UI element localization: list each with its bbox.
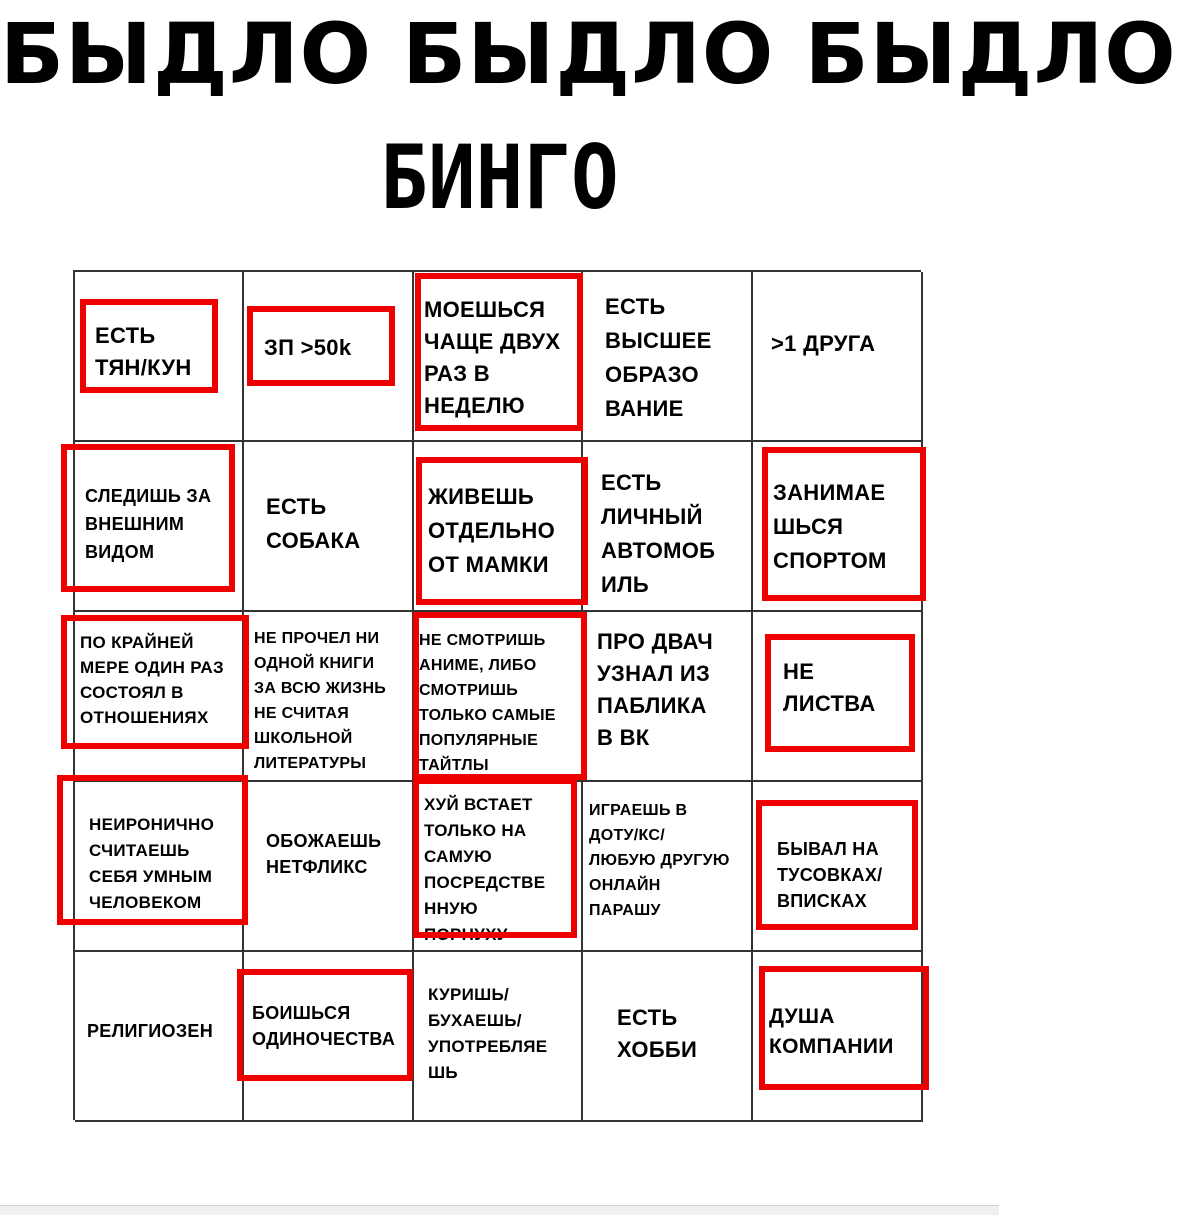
title-line-2: БИНГО xyxy=(380,126,619,229)
bingo-cell-text: ЕСТЬ ЛИЧНЫЙ АВТОМОБ ИЛЬ xyxy=(601,470,716,597)
red-mark-box xyxy=(756,800,918,930)
red-mark-box xyxy=(61,615,249,749)
bingo-cell-text: ПО КРАЙНЕЙ МЕРЕ ОДИН РАЗ СОСТОЯЛ В ОТНОШЕНИЯХ xyxy=(80,633,224,727)
bingo-cell-text: ЗАНИМАЕ ШЬСЯ СПОРТОМ xyxy=(773,480,887,573)
bingo-cell-text: ЕСТЬ ТЯН/КУН xyxy=(95,323,192,380)
bingo-cell-text: НЕ СМОТРИШЬ АНИМЕ, ЛИБО СМОТРИШЬ ТОЛЬКО САМЫЕ ПОПУЛЯРНЫЕ ТАЙТЛЫ xyxy=(419,632,556,774)
red-mark-box xyxy=(416,457,588,605)
bingo-cell-text: МОЕШЬСЯ ЧАЩЕ ДВУХ РАЗ В НЕДЕЛЮ xyxy=(424,297,561,418)
bingo-cell xyxy=(583,442,753,612)
bingo-cell-text: ИГРАЕШЬ В ДОТУ/КС/ ЛЮБУЮ ДРУГУЮ ОНЛАЙН ПАРАШУ xyxy=(589,802,730,919)
red-mark-box xyxy=(247,306,395,386)
bingo-cell xyxy=(583,782,753,952)
red-mark-box xyxy=(762,447,926,601)
bingo-cell xyxy=(244,612,414,782)
bingo-cell xyxy=(583,952,753,1122)
bingo-cell-text: >1 ДРУГА xyxy=(771,331,876,356)
bingo-cell xyxy=(75,952,244,1122)
bingo-cell-text: БОИШЬСЯ ОДИНОЧЕСТВА xyxy=(252,1003,396,1049)
red-mark-box xyxy=(415,273,583,431)
bingo-cell-text: РЕЛИГИОЗЕН xyxy=(87,1021,214,1041)
bingo-cell xyxy=(583,612,753,782)
bingo-cell-text: ХУЙ ВСТАЕТ ТОЛЬКО НА САМУЮ ПОСРЕДСТВЕ ННУЮ ПОРНУХУ xyxy=(424,795,546,944)
bingo-cell-text: ЕСТЬ ВЫСШЕЕ ОБРАЗО ВАНИЕ xyxy=(605,294,712,421)
bingo-cell-text: ДУША КОМПАНИИ xyxy=(769,1005,894,1058)
title-line-1: БЫДЛО БЫДЛО БЫДЛО xyxy=(0,5,1177,103)
window-bottom-bar xyxy=(0,1205,999,1215)
bingo-cell xyxy=(244,442,414,612)
bingo-cell xyxy=(414,952,583,1122)
bingo-cell-text: СЛЕДИШЬ ЗА ВНЕШНИМ ВИДОМ xyxy=(85,486,212,562)
bingo-cell-text: ЗП >50k xyxy=(264,335,352,360)
bingo-cell-text: ОБОЖАЕШЬ НЕТФЛИКС xyxy=(266,831,382,877)
bingo-cell xyxy=(244,782,414,952)
bingo-cell-text: КУРИШЬ/ БУХАЕШЬ/ УПОТРЕБЛЯЕ ШЬ xyxy=(428,985,548,1082)
red-mark-box xyxy=(765,634,915,752)
red-mark-box xyxy=(61,444,235,592)
bingo-cell xyxy=(583,272,753,442)
bingo-grid xyxy=(73,270,921,1120)
bingo-cell-text: НЕ ПРОЧЕЛ НИ ОДНОЙ КНИГИ ЗА ВСЮ ЖИЗНЬ НЕ СЧИТАЯ ШКОЛЬНОЙ ЛИТЕРАТУРЫ xyxy=(254,630,387,772)
red-mark-box xyxy=(413,612,587,780)
bingo-cell-text: ЖИВЕШЬ ОТДЕЛЬНО ОТ МАМКИ xyxy=(428,484,555,577)
red-mark-box xyxy=(57,775,248,925)
bingo-cell-text: НЕИРОНИЧНО СЧИТАЕШЬ СЕБЯ УМНЫМ ЧЕЛОВЕКОМ xyxy=(89,815,215,912)
bingo-cell-text: БЫВАЛ НА ТУСОВКАХ/ ВПИСКАХ xyxy=(777,839,883,911)
bingo-cell-text: ЕСТЬ СОБАКА xyxy=(266,494,361,553)
bingo-cell xyxy=(753,272,923,442)
red-mark-box xyxy=(80,299,218,393)
bingo-cell-text: ЕСТЬ ХОББИ xyxy=(617,1005,698,1062)
red-mark-box xyxy=(759,966,929,1090)
red-mark-box xyxy=(237,969,413,1081)
bingo-cell-text: НЕ ЛИСТВА xyxy=(783,659,876,716)
red-mark-box xyxy=(413,778,577,938)
bingo-cell-text: ПРО ДВАЧ УЗНАЛ ИЗ ПАБЛИКА В ВК xyxy=(597,629,713,750)
